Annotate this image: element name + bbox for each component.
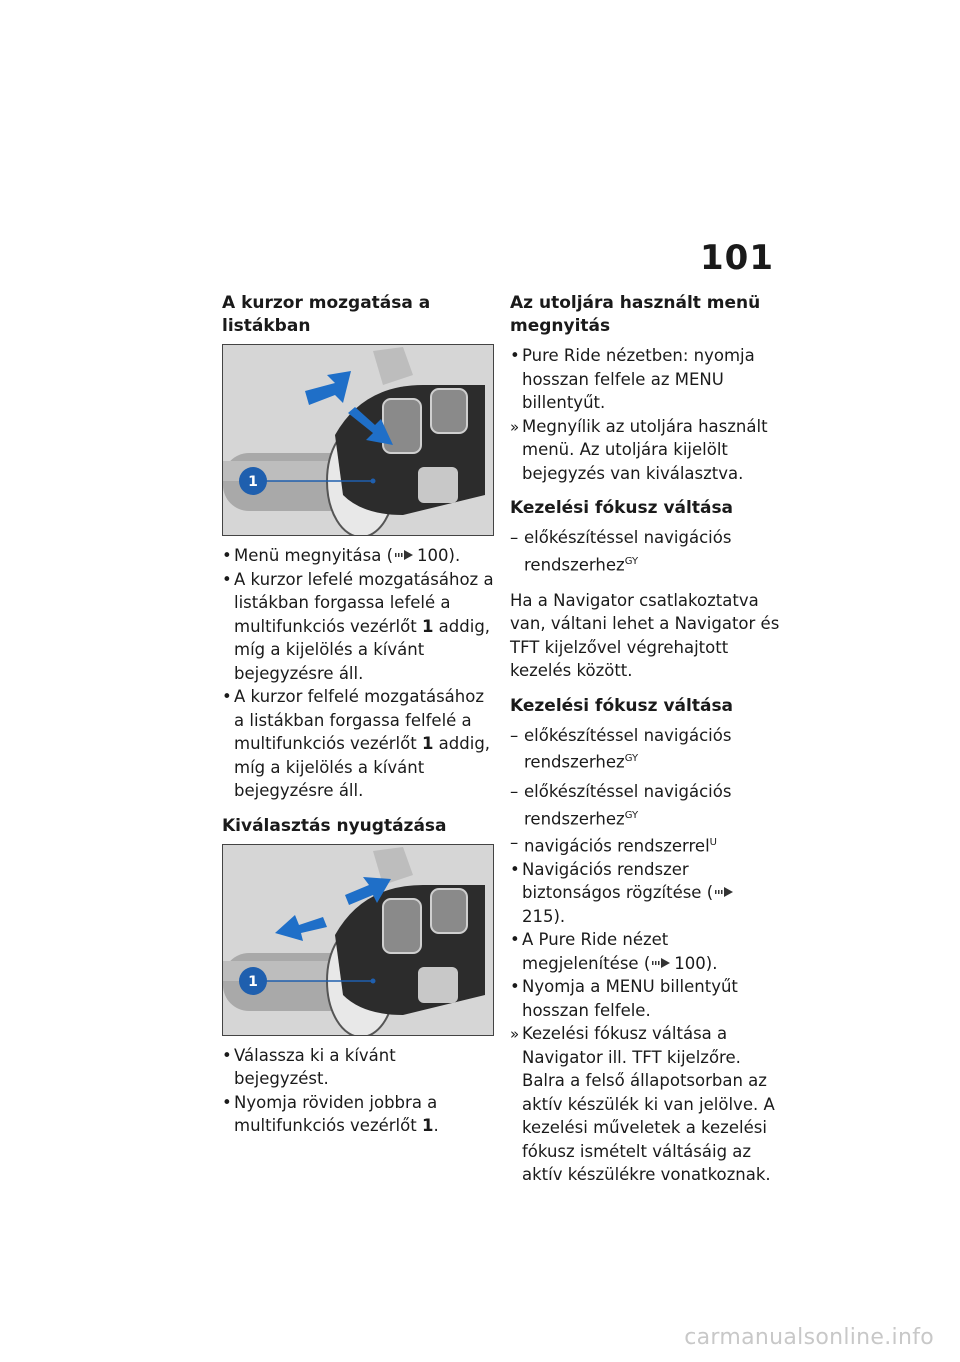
instruction-list bbox=[510, 858, 780, 1187]
callout-number: 1 bbox=[248, 973, 258, 990]
watermark: carmanualsonline.info bbox=[684, 1325, 934, 1350]
condition-list bbox=[510, 724, 780, 775]
condition-item: – navigációs rendszerrel$^U$ bbox=[510, 831, 780, 858]
condition-item: – előkészítéssel navigációs rendszerhez$^{GY}$ bbox=[510, 724, 780, 775]
list-item: • A kurzor felfelé mozgatásához a listákban forgassa felfelé a multifunkciós vezérlőt 1 addig, míg a kijelölés a kívánt bejegyzésre áll. bbox=[222, 685, 494, 803]
list-item: • A kurzor lefelé mozgatásához a listákban forgassa lefelé a multifunkciós vezérlőt 1 addig, míg a kijelölés a kívánt bejegyzésre áll. bbox=[222, 568, 494, 686]
result-item: » Kezelési fókusz váltása a Navigator ill. TFT kijelzőre. Balra a felső állapotsorban az aktív készülék ki van jelölve. A kezelési műveletek a kezelési fókusz ismételt váltásáig az aktív készülékre vonatkoznak. bbox=[510, 1022, 780, 1187]
section-heading: Kezelési fókusz váltása bbox=[510, 695, 734, 716]
controller-figure-scroll bbox=[222, 344, 494, 536]
callout-number: 1 bbox=[248, 474, 258, 490]
left-column bbox=[222, 292, 494, 1150]
instruction-list bbox=[222, 1044, 494, 1138]
list-item: • Pure Ride nézetben: nyomja hosszan felfele az MENU billentyűt. bbox=[510, 344, 780, 415]
right-column bbox=[510, 292, 780, 1199]
condition-item: – előkészítéssel navigációs rendszerhez$^{GY}$ bbox=[510, 780, 780, 831]
list-item: • Nyomja röviden jobbra a multifunkciós vezérlőt 1. bbox=[222, 1091, 494, 1138]
page-number: 101 bbox=[700, 238, 774, 278]
list-item: • Menü megnyitása ( 100). bbox=[222, 544, 494, 568]
section-heading: Kezelési fókusz váltása bbox=[510, 498, 734, 518]
condition-list bbox=[510, 780, 780, 858]
condition-list bbox=[510, 526, 780, 577]
page-ref-arrow-icon bbox=[715, 886, 735, 898]
section-heading: Az utoljára használt menü megnyitás bbox=[510, 293, 761, 336]
result-item: » Megnyílik az utoljára használt menü. Az utoljára kijelölt bejegyzés van kiválasztva. bbox=[510, 415, 780, 486]
paragraph: Ha a Navigator csatlakoztatva van, váltani lehet a Navigator és TFT kijelzővel végrehajtott kezelés között. bbox=[510, 590, 780, 680]
instruction-list bbox=[510, 344, 780, 485]
section-heading: A kurzor mozgatása a listákban bbox=[222, 293, 431, 336]
page-ref-arrow-icon bbox=[652, 957, 672, 969]
list-item: • Nyomja a MENU billentyűt hosszan felfele. bbox=[510, 975, 780, 1022]
controller-figure-confirm bbox=[222, 844, 494, 1036]
list-item: • Navigációs rendszer biztonságos rögzítése ( 215). bbox=[510, 858, 780, 929]
page-ref-arrow-icon bbox=[395, 549, 415, 561]
condition-item: – előkészítéssel navigációs rendszerhez$^{GY}$ bbox=[510, 526, 780, 577]
section-heading: Kiválasztás nyugtázása bbox=[222, 815, 447, 836]
list-item: • A Pure Ride nézet megjelenítése ( 100). bbox=[510, 928, 780, 975]
instruction-list bbox=[222, 544, 494, 803]
list-item: • Válassza ki a kívánt bejegyzést. bbox=[222, 1044, 494, 1091]
